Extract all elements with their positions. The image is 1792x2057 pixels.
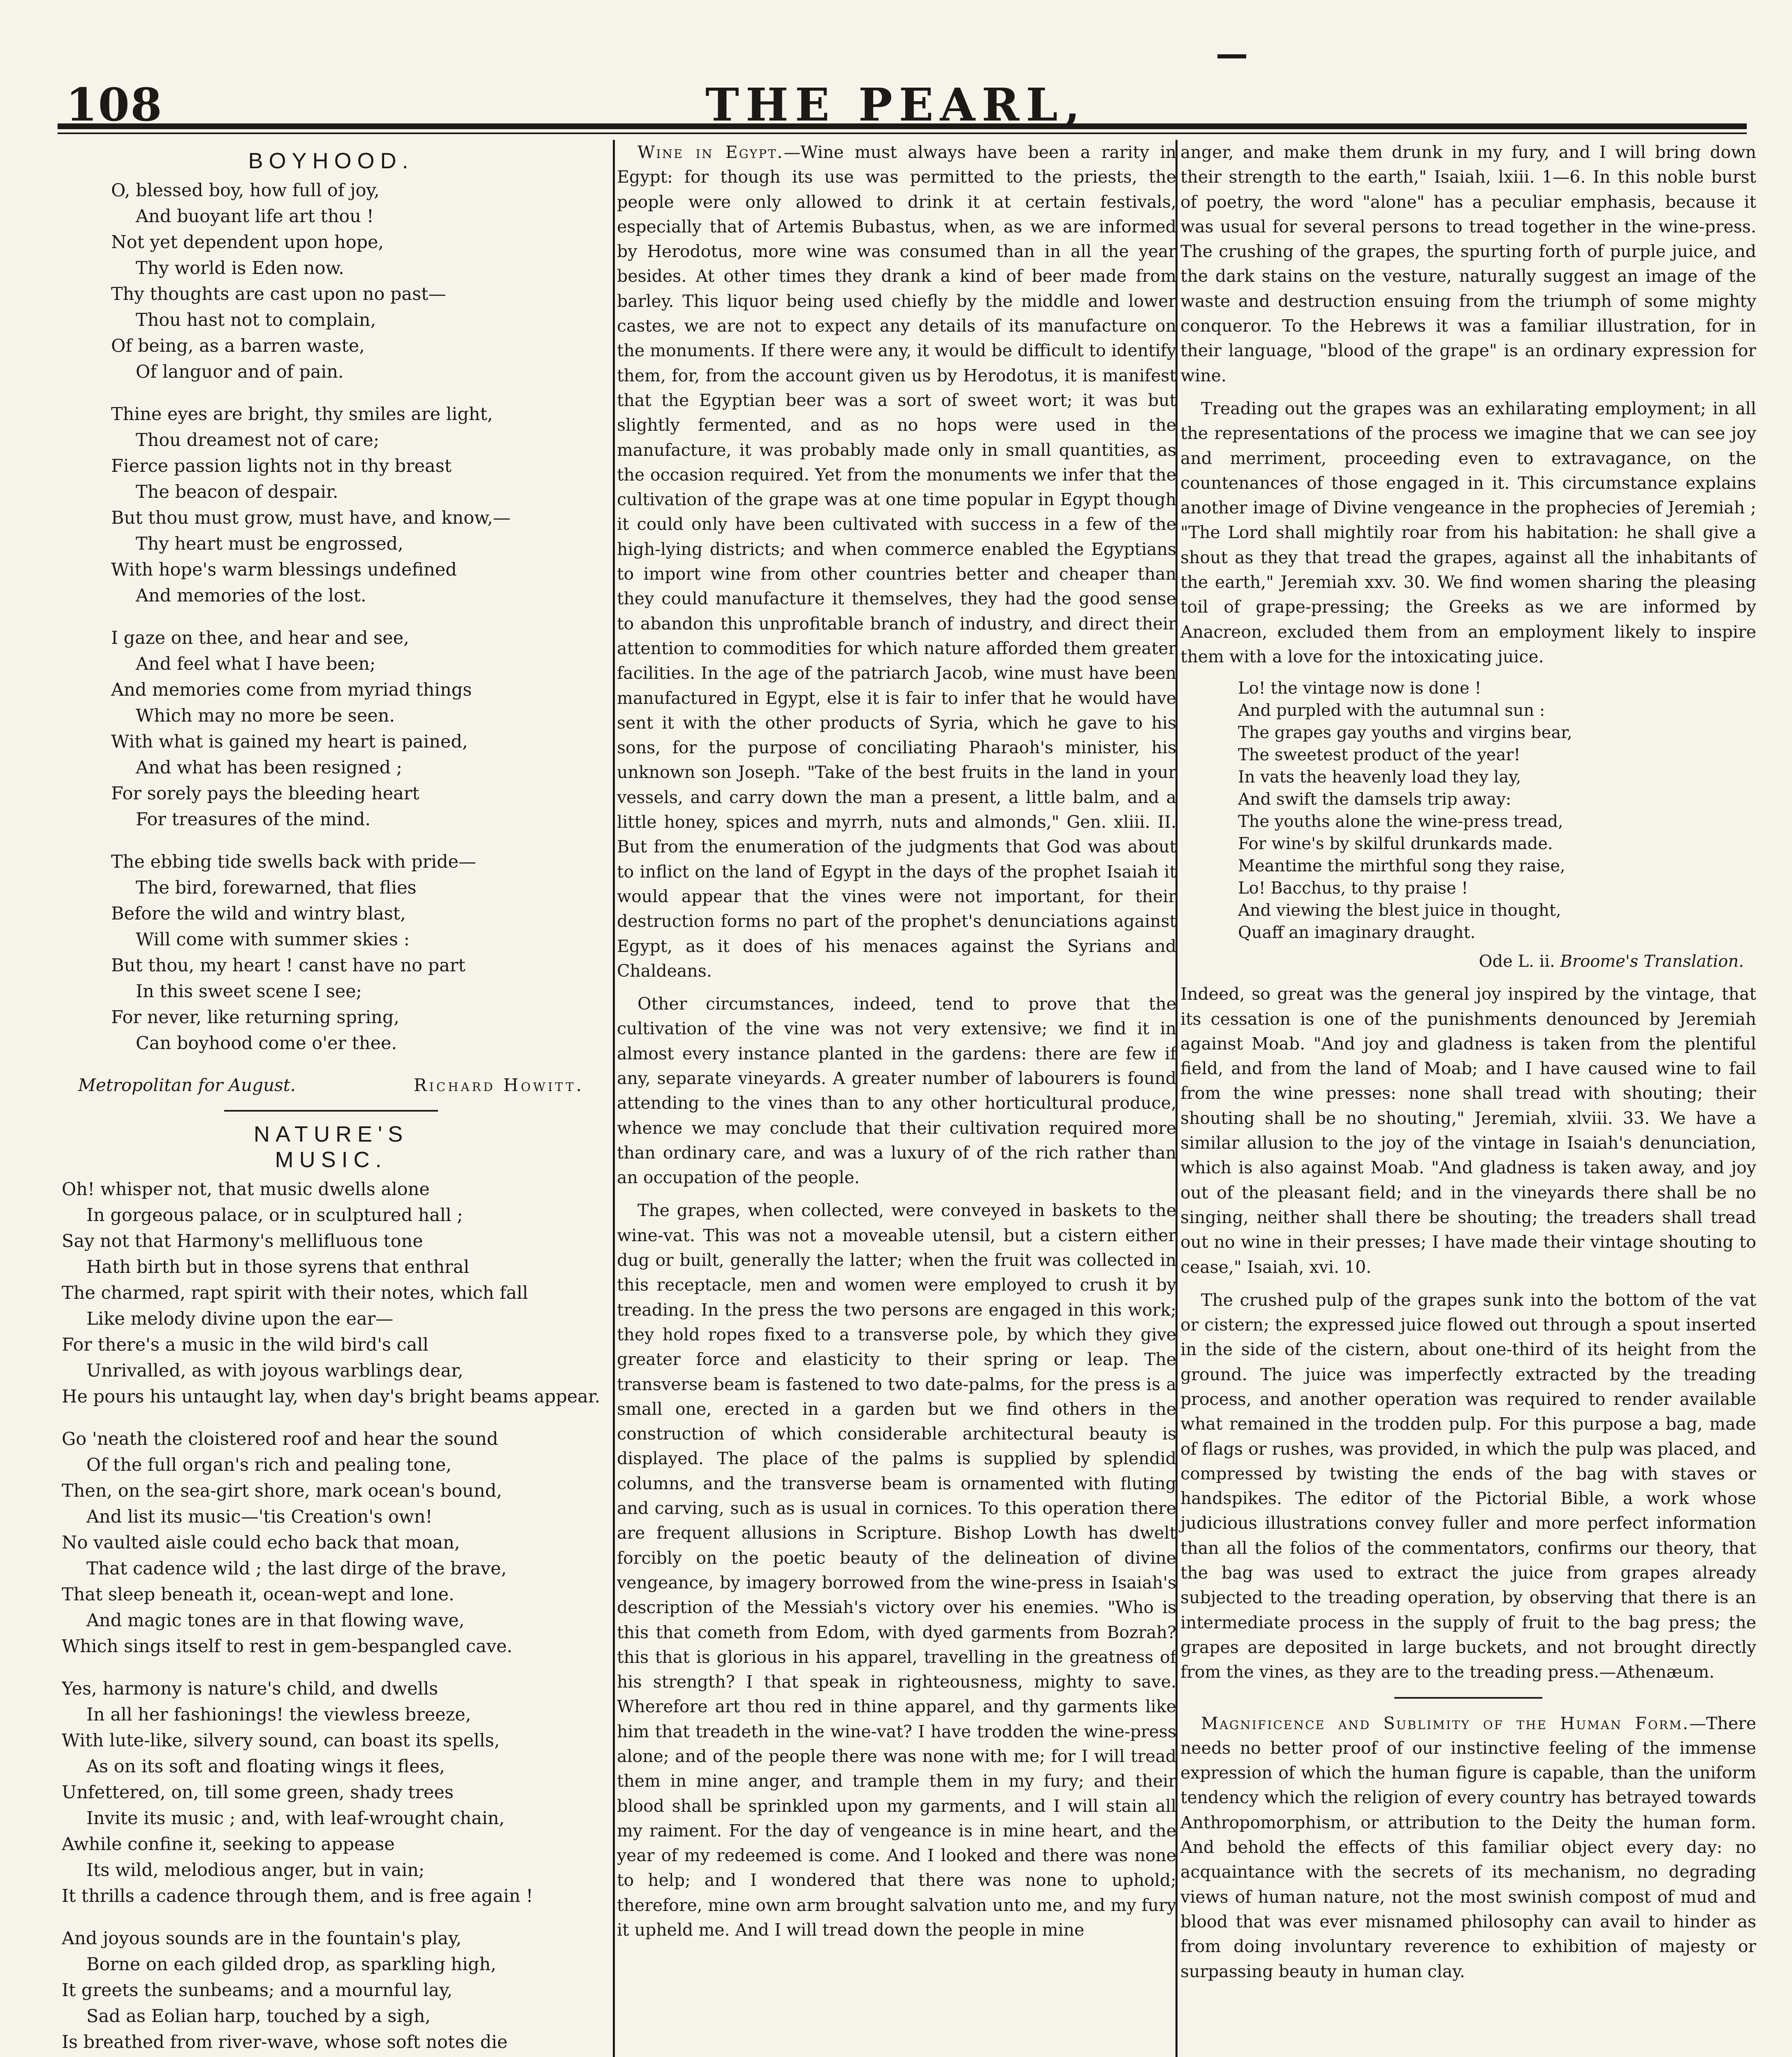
poem-source: Metropolitan for August. xyxy=(78,1075,296,1095)
verse-line: The youths alone the wine-press tread, xyxy=(1238,812,1563,831)
poem-stanza xyxy=(62,402,600,609)
poem-line: With hope's warm blessings undefined xyxy=(111,560,457,580)
poem-line: Borne on each gilded drop, as sparkling high, xyxy=(86,1954,496,1975)
poem-line: With lute-like, silvery sound, can boast its spells, xyxy=(62,1730,500,1751)
paragraph-text: —There needs no better proof of our instinctive feeling of the immense expression of which the human figure is capable, than the uniform tendency which the religion of every country has betrayed towards Anthropomorphism, or attribution to the Deity the human form. And behold the effects of this familiar object every day: no acquaintance with the secrets of its mechanism, no degrading views of human nature, not the most swinish compost of mud and blood that was ever misnamed philosophy can avail to hinder as from doing involuntary reverence to exhibition of majesty or surpassing beauty in human clay. xyxy=(1180,1713,1756,1981)
poem-title: BOYHOOD. xyxy=(248,149,414,173)
poem-line: Go 'neath the cloistered roof and hear the sound xyxy=(62,1429,498,1449)
poem-line: Oh! whisper not, that music dwells alone xyxy=(62,1179,430,1200)
poem-stanza xyxy=(62,1926,600,2057)
poem-line: The bird, forewarned, that flies xyxy=(136,878,417,898)
article-paragraph xyxy=(1180,1711,1756,1984)
article-paragraph: Indeed, so great was the general joy inspired by the vintage, that its cessation is one of the punishments denounced by Jeremiah against Moab. "And joy and gladness is taken from the plentiful field, and from the land of Moab; and I have caused wine to fail from the wine presses: none shall tread with shouting; their shouting shall be no shouting," Jeremiah, xlviii. 33. We have a similar allusion to the joy of the vintage in Isaiah's denunciation, which is also against Moab. "And gladness is taken away, and joy out of the pleasant field; and in the vineyards there shall be no singing, neither shall there be shouting; the treaders shall tread out no wine in their presses; I have made their vintage shouting to cease," Isaiah, xvi. 10. xyxy=(1180,984,1756,1277)
verse-line: The sweetest product of the year! xyxy=(1238,745,1521,765)
poem-line: And list its music—'tis Creation's own! xyxy=(86,1507,433,1527)
poem-line: In this sweet scene I see; xyxy=(136,981,362,1002)
poem-line: Unrivalled, as with joyous warblings dear, xyxy=(86,1360,464,1381)
poem-line: Sad as Eolian harp, touched by a sigh, xyxy=(86,2006,431,2027)
poem-line: And joyous sounds are in the fountain's play, xyxy=(62,1928,462,1949)
article-paragraph: Other circumstances, indeed, tend to prove that the cultivation of the vine was not very extensive; we find it in almost every instance planted in the gardens: there are few if any, separate vineyards. A greater number of labourers is found attending to the vines than to any other horticultural produce, whence we may conclude that their cultivation required more than ordinary care, and was a luxury of of the rich rather than an occupation of the people. xyxy=(617,994,1176,1188)
poem-line: With what is gained my heart is pained, xyxy=(111,731,468,752)
poem-stanza xyxy=(62,1676,600,1909)
poem-line: Can boyhood come o'er thee. xyxy=(136,1033,397,1054)
article-paragraph xyxy=(617,140,1176,983)
verse-line: Lo! the vintage now is done ! xyxy=(1238,679,1481,698)
poem-author: Richard Howitt. xyxy=(413,1075,584,1095)
poem-line: Of languor and of pain. xyxy=(136,362,344,382)
poem-stanza xyxy=(62,625,600,833)
poem-line: Awhile confine it, seeking to appease xyxy=(62,1834,395,1855)
poem-line: Then, on the sea-girt shore, mark ocean's bound, xyxy=(62,1481,502,1501)
poem-line: And feel what I have been; xyxy=(136,654,376,674)
poem-line: In gorgeous palace, or in sculptured hall ; xyxy=(86,1205,463,1226)
poem-body xyxy=(62,178,600,1056)
poem-line: In all her fashionings! the viewless breeze, xyxy=(86,1704,471,1725)
poem-line: As on its soft and floating wings it flees, xyxy=(86,1756,445,1777)
verse-line: And swift the damsels trip away: xyxy=(1238,790,1511,809)
section-divider xyxy=(1394,1697,1542,1699)
verse-line: And purpled with the autumnal sun : xyxy=(1238,701,1545,720)
poem-line: For sorely pays the bleeding heart xyxy=(111,783,420,804)
verse-line: In vats the heavenly load they lay, xyxy=(1238,768,1521,787)
poem-line: Thine eyes are bright, thy smiles are light, xyxy=(111,404,493,425)
verse-source: Ode L. ii. xyxy=(1479,952,1555,971)
article-paragraph: anger, and make them drunk in my fury, and I will bring down their strength to the earth," Isaiah, lxiii. 1—6. In this noble burst of poetry, the word "alone" has a peculiar emphasis, because it was usual for several persons to tread together in the wine-press. The crushing of the grapes, the spurting forth of purple juice, and the dark stains on the vesture, naturally suggest an image of the waste and destruction ensuing from the triumph of some mighty conqueror. To the Hebrews it was a familiar illustration, for in their language, "blood of the grape" is an ordinary expression for wine. xyxy=(1180,142,1756,385)
poem-boyhood xyxy=(62,148,600,1098)
verse-attribution xyxy=(1180,950,1744,973)
poem-line: Invite its music ; and, with leaf-wrought chain, xyxy=(86,1808,505,1829)
article-heading: Magnificence and Sublimity of the Human Form. xyxy=(1201,1713,1690,1733)
poem-line: Of the full organ's rich and pealing tone, xyxy=(86,1455,452,1475)
poem-line: And memories of the lost. xyxy=(136,585,366,606)
poem-body xyxy=(62,1177,600,2057)
poem-line: For there's a music in the wild bird's call xyxy=(62,1335,429,1355)
poem-line: Thy world is Eden now. xyxy=(136,258,344,279)
header-rule-thin xyxy=(58,132,1747,134)
verse-translator: Broome's Translation. xyxy=(1560,952,1744,971)
column-poetry xyxy=(62,140,600,2057)
poem-line: That cadence wild ; the last dirge of the brave, xyxy=(86,1558,507,1579)
poem-line: Of being, as a barren waste, xyxy=(111,336,365,356)
poem-line: But thou, my heart ! canst have no part xyxy=(111,955,466,976)
verse-line: Quaff an imaginary draught. xyxy=(1238,923,1476,943)
poem-line: The beacon of despair. xyxy=(136,482,338,502)
poem-line: The charmed, rapt spirit with their notes, which fall xyxy=(62,1283,528,1303)
poem-line: Say not that Harmony's mellifluous tone xyxy=(62,1231,423,1251)
poem-line: It thrills a cadence through them, and is free again ! xyxy=(62,1886,533,1906)
article-paragraph: The crushed pulp of the grapes sunk into the bottom of the vat or cistern; the expressed juice flowed out through a spout inserted in the side of the cistern, about one-third of its height from the ground. The juice was imperfectly extracted by the treading process, and another operation was required to render available what remained in the trodden pulp. For this purpose a bag, made of flags or rushes, was provided, in which the pulp was placed, and compressed by twisting the ends of the bag with staves or handspikes. The editor of the Pictorial Bible, a work whose judicious illustrations convey fuller and more perfect information than all the folios of the commentators, confirms our theory, that the bag was used to extract the juice from grapes already subjected to the treading operation, by observing that there is an intermediate process in the supply of fruit to the bag press; the grapes are deposited in large buckets, and not brought directly from the vines, as they are to the treading press.—Athenæum. xyxy=(1180,1290,1756,1682)
verse-line: The grapes gay youths and virgins bear, xyxy=(1238,723,1572,743)
poem-line: But thou must grow, must have, and know,— xyxy=(111,508,511,528)
verse-line: And viewing the blest juice in thought, xyxy=(1238,901,1561,920)
verse-line: For wine's by skilful drunkards made. xyxy=(1238,834,1553,854)
poem-stanza xyxy=(62,1177,600,1410)
poem-line: For never, like returning spring, xyxy=(111,1007,399,1028)
poem-line: He pours his untaught lay, when day's bright beams appear. xyxy=(62,1386,600,1407)
poem-line: O, blessed boy, how full of joy, xyxy=(111,180,380,201)
poem-line: And what has been resigned ; xyxy=(136,757,403,778)
poem-line: Fierce passion lights not in thy breast xyxy=(111,456,452,476)
poem-line: Hath birth but in those syrens that enthral xyxy=(86,1257,469,1277)
poem-line: Its wild, melodious anger, but in vain; xyxy=(86,1860,425,1881)
poem-line: Thou dreamest not of care; xyxy=(136,430,380,450)
poem-stanza xyxy=(62,849,600,1056)
poem-stanza xyxy=(62,1426,600,1660)
column-divider xyxy=(613,140,615,2057)
poem-line: Which sings itself to rest in gem-bespangled cave. xyxy=(62,1636,512,1657)
poem-stanza xyxy=(62,178,600,385)
poem-line: And magic tones are in that flowing wave, xyxy=(86,1610,465,1631)
header-rule xyxy=(58,123,1747,129)
poem-line: Unfettered, on, till some green, shady trees xyxy=(62,1782,454,1803)
column-continued xyxy=(1180,140,1756,1992)
paragraph-text: —Wine must always have been a rarity in Egypt: for though its use was permitted to the priests, the people were only allowed to drink it at certain festivals, especially that of Artemis Bubastus, when, as we are informed by Herodotus, more wine was consumed than in all the year besides. At other times they drank a kind of beer made from barley. This liquor being used chiefly by the middle and lower castes, we are not to expect any details of its manufacture on the monuments. If there were any, it would be difficult to identify them, for, from the account given us by Herodotus, it is manifest that the Egyptian beer was a sort of sweet wort; it was but slightly fermented, and as no hops were used in the manufacture, it was probably made only in small quantities, as the occasion required. Yet from the monuments we infer that the cultivation of the grape was at one time popular in Egypt though it could only have been cultivated with success in a few of the high-lying districts; and when commerce enabled the Egyptians to import wine from other countries better and cheaper than they could manufacture it themselves, they had the good sense to abandon this unprofitable branch of industry, and direct their attention to commodities for which nature afforded them greater facilities. In the age of the patriarch Jacob, wine must have been manufactured in Egypt, else it is fair to infer that he would have sent it with the other products of Syria, which he gave to his sons, for the purpose of conciliating Pharaoh's minister, his unknown son Joseph. "Take of the best fruits in the land in your vessels, and carry down the man a present, a little balm, and a little honey, spices and myrrh, nuts and almonds," Gen. xliii. II. But from the enumeration of the judgments that God was about to inflict on the land of Egypt in the days of the prophet Isaiah it would appear that the vines were not important, for their destruction forms no part of the prophet's denunciations against Egypt, as it does of his menaces against the Syrians and Chaldeans. xyxy=(617,142,1177,981)
column-wine-in-egypt xyxy=(617,140,1176,1950)
poem-line: Thy heart must be engrossed, xyxy=(136,534,403,554)
poem-line: No vaulted aisle could echo back that moan, xyxy=(62,1532,460,1553)
header-mark xyxy=(1217,54,1246,58)
page-header xyxy=(41,62,1751,131)
poem-natures-music xyxy=(62,1110,600,2057)
poem-line: Which may no more be seen. xyxy=(136,706,395,726)
poem-line: Yes, harmony is nature's child, and dwells xyxy=(62,1679,438,1699)
poem-title: NATURE'S MUSIC. xyxy=(224,1110,438,1172)
poem-line xyxy=(62,2055,600,2057)
poem-line: Not yet dependent upon hope, xyxy=(111,232,384,253)
verse-line: Lo! Bacchus, to thy praise ! xyxy=(1238,879,1468,898)
poem-line: The ebbing tide swells back with pride— xyxy=(111,852,476,872)
poem-line: It greets the sunbeams; and a mournful lay, xyxy=(62,1980,453,2001)
article-paragraph: Treading out the grapes was an exhilarating employment; in all the representations of the process we imagine that we can see joy and merriment, proceeding even to extravagance, on the countenances of those engaged in it. This circumstance explains another image of Divine vengeance in the prophecies of Jeremiah ; "The Lord shall mightily roar from his habitation: he shall give a shout as they that tread the grapes, against all the inhabitants of the earth," Jeremiah xxv. 30. We find women sharing the pleasing toil of grape-pressing; the Greeks as we are informed by Anacreon, excluded them from an employment likely to inspire them with a love for the intoxicating juice. xyxy=(1180,398,1756,666)
poem-line: That sleep beneath it, ocean-wept and lone. xyxy=(62,1584,454,1605)
quoted-verse xyxy=(1238,677,1756,944)
poem-line: And memories come from myriad things xyxy=(111,680,472,700)
poem-line: Like melody divine upon the ear— xyxy=(86,1309,394,1329)
article-heading: Wine in Egypt. xyxy=(638,142,784,162)
verse-line: Meantime the mirthful song they raise, xyxy=(1238,857,1565,876)
poem-line: Thou hast not to complain, xyxy=(136,310,376,330)
page-title: THE PEARL, xyxy=(705,78,1087,131)
poem-line: For treasures of the mind. xyxy=(136,809,371,830)
poem-line: I gaze on thee, and hear and see, xyxy=(111,628,409,648)
page-number: 108 xyxy=(66,78,163,131)
poem-line: Is breathed from river-wave, whose soft notes die xyxy=(62,2032,508,2052)
poem-line: And buoyant life art thou ! xyxy=(136,206,374,227)
poem-credit xyxy=(62,1073,600,1098)
poem-line: Thy thoughts are cast upon no past— xyxy=(111,284,446,304)
poem-line: Will come with summer skies : xyxy=(136,929,410,950)
poem-line: Before the wild and wintry blast, xyxy=(111,903,406,924)
article-paragraph: The grapes, when collected, were conveyed in baskets to the wine-vat. This was not a moveable utensil, but a cistern either dug or built, generally the latter; when the fruit was collected in this receptacle, men and women were employed to crush it by treading. In the press the two persons are engaged in this work; they hold ropes fixed to a transverse pole, by which they give greater force and elasticity to their spring or leap. The transverse beam is fastened to two date-palms, for the press is a small one, erected in a garden but we find others in the construction of which considerable architectural beauty is displayed. The place of the palms is supplied by splendid columns, and the transverse beam is ornamented with fluting and carving, such as is usual in cornices. To this operation there are frequent allusions in Scripture. Bishop Lowth has dwelt forcibly on the poetic beauty of the delineation of divine vengeance, by imagery borrowed from the wine-press in Isaiah's description of the Messiah's victory over his enemies. "Who is this that cometh from Edom, with dyed garments from Bozrah? this that is glorious in his apparel, travelling in the greatness of his strength? I that speak in righteousness, mighty to save. Wherefore art thou red in thine apparel, and thy garments like him that treadeth in the wine-vat? I have trodden the wine-press alone; and of the people there was none with me; for I will tread them in mine anger, and trample them in my fury; and their blood shall be sprinkled upon my garments, and I will stain all my raiment. For the day of vengeance is in mine heart, and the year of my redeemed is come. And I looked and there was none to help; and I wondered that there was none to uphold; therefore, mine own arm brought salvation unto me, and my fury it upheld me. And I will tread down the people in mine xyxy=(617,1200,1176,1940)
